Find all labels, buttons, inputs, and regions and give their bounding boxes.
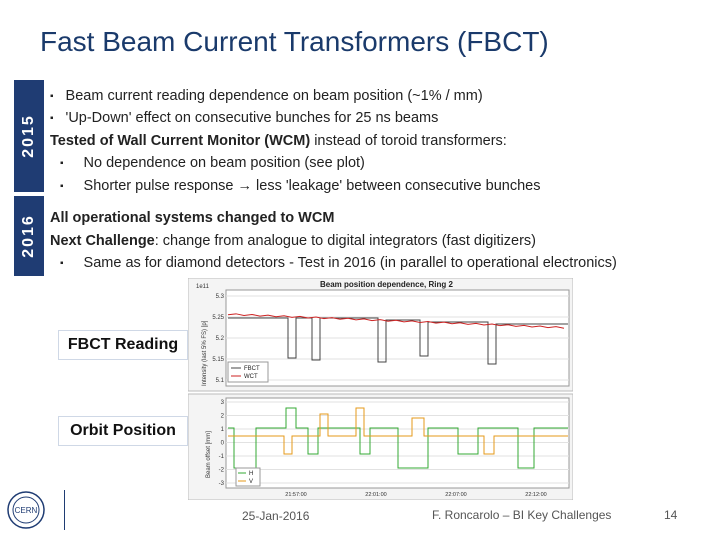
v-legend-label: V — [249, 479, 254, 485]
slide-title: Fast Beam Current Transformers (FBCT) — [40, 26, 549, 57]
bullet-text-continued: less 'leakage' between consecutive bunches — [252, 178, 541, 194]
cern-logo-icon — [6, 490, 46, 530]
top-ytick-label: 5.2 — [215, 336, 224, 342]
bottom-legend — [236, 468, 260, 486]
year-label-2016: 2016 — [20, 214, 37, 258]
beam-position-plot — [188, 278, 573, 500]
bottom-ytick-label: 1 — [220, 427, 224, 433]
bottom-ytick-label: -3 — [218, 481, 224, 487]
bullet-text: No dependence on beam position (see plot) — [83, 155, 365, 171]
bullet-text: Shorter pulse response — [83, 178, 238, 194]
body-line-next-challenge — [50, 233, 536, 249]
sub-bullet-line-1 — [60, 155, 365, 171]
bottom-ytick-label: -1 — [218, 454, 224, 460]
bold-text: Next Challenge — [50, 233, 155, 249]
year-tab-2016 — [14, 196, 44, 276]
body-line-operational — [50, 210, 334, 226]
bullet-text: Same as for diamond detectors - Test in 2016 (in parallel to operational electronics) — [83, 255, 617, 271]
callout-orbit-position: Orbit Position — [58, 416, 188, 446]
sub-bullet-line-2 — [60, 178, 540, 194]
bottom-xtick-label: 22:01:00 — [365, 492, 387, 498]
sub-bullet-line-3 — [60, 255, 617, 271]
top-exponent: 1e11 — [196, 284, 209, 290]
bold-text: All operational systems changed to WCM — [50, 210, 335, 226]
footer-divider — [64, 490, 65, 530]
fbct-legend-label: FBCT — [244, 366, 260, 372]
bullet-line-1 — [50, 88, 483, 104]
top-ytick-label: 5.1 — [215, 378, 224, 384]
footer-date: 25-Jan-2016 — [242, 509, 310, 523]
bullet-marker: ▪ — [60, 181, 64, 192]
plot-image — [188, 278, 573, 500]
top-chart-title: Beam position dependence, Ring 2 — [320, 280, 453, 289]
bullet-text: Beam current reading dependence on beam position (~1% / mm) — [65, 88, 483, 104]
bullet-marker: ▪ — [60, 158, 64, 169]
body-line-wcm-test — [50, 133, 507, 149]
bold-text: Tested of Wall Current Monitor (WCM) — [50, 133, 311, 149]
logo-text: CERN — [14, 506, 38, 515]
bottom-ytick-label: 2 — [220, 413, 224, 420]
bullet-marker: ▪ — [60, 258, 64, 269]
h-legend-label: H — [249, 471, 254, 477]
top-ytick-label: 5.25 — [212, 315, 224, 321]
bottom-xtick-label: 22:12:00 — [525, 492, 547, 498]
bullet-marker: ▪ — [50, 91, 54, 102]
bottom-ytick-label: 3 — [220, 400, 224, 406]
bottom-ylabel: Beam offset [mm] — [206, 431, 212, 478]
bottom-ytick-label: 0 — [220, 440, 224, 447]
arrow-icon: → — [237, 178, 252, 194]
body-text: instead of toroid transformers: — [310, 133, 507, 149]
top-ylabel: Intensity (last 5% FS) [p] — [202, 320, 208, 386]
year-label-2015: 2015 — [20, 114, 37, 158]
bottom-ytick-label: -2 — [218, 467, 224, 474]
top-ytick-label: 5.15 — [212, 357, 224, 363]
wct-legend-label: WCT — [244, 374, 258, 380]
bottom-xtick-label: 22:07:00 — [445, 492, 467, 498]
page-number: 14 — [664, 508, 678, 522]
body-text: : change from analogue to digital integrators (fast digitizers) — [154, 233, 536, 249]
bullet-text: 'Up-Down' effect on consecutive bunches for 25 ns beams — [65, 110, 439, 126]
bottom-xtick-label: 21:57:00 — [285, 492, 307, 498]
footer-author: F. Roncarolo – BI Key Challenges — [432, 508, 612, 522]
callout-fbct-reading: FBCT Reading — [58, 330, 188, 360]
year-tab-2015 — [14, 80, 44, 192]
top-ytick-label: 5.3 — [215, 294, 224, 300]
bullet-marker: ▪ — [50, 113, 54, 124]
bullet-line-2 — [50, 110, 438, 126]
